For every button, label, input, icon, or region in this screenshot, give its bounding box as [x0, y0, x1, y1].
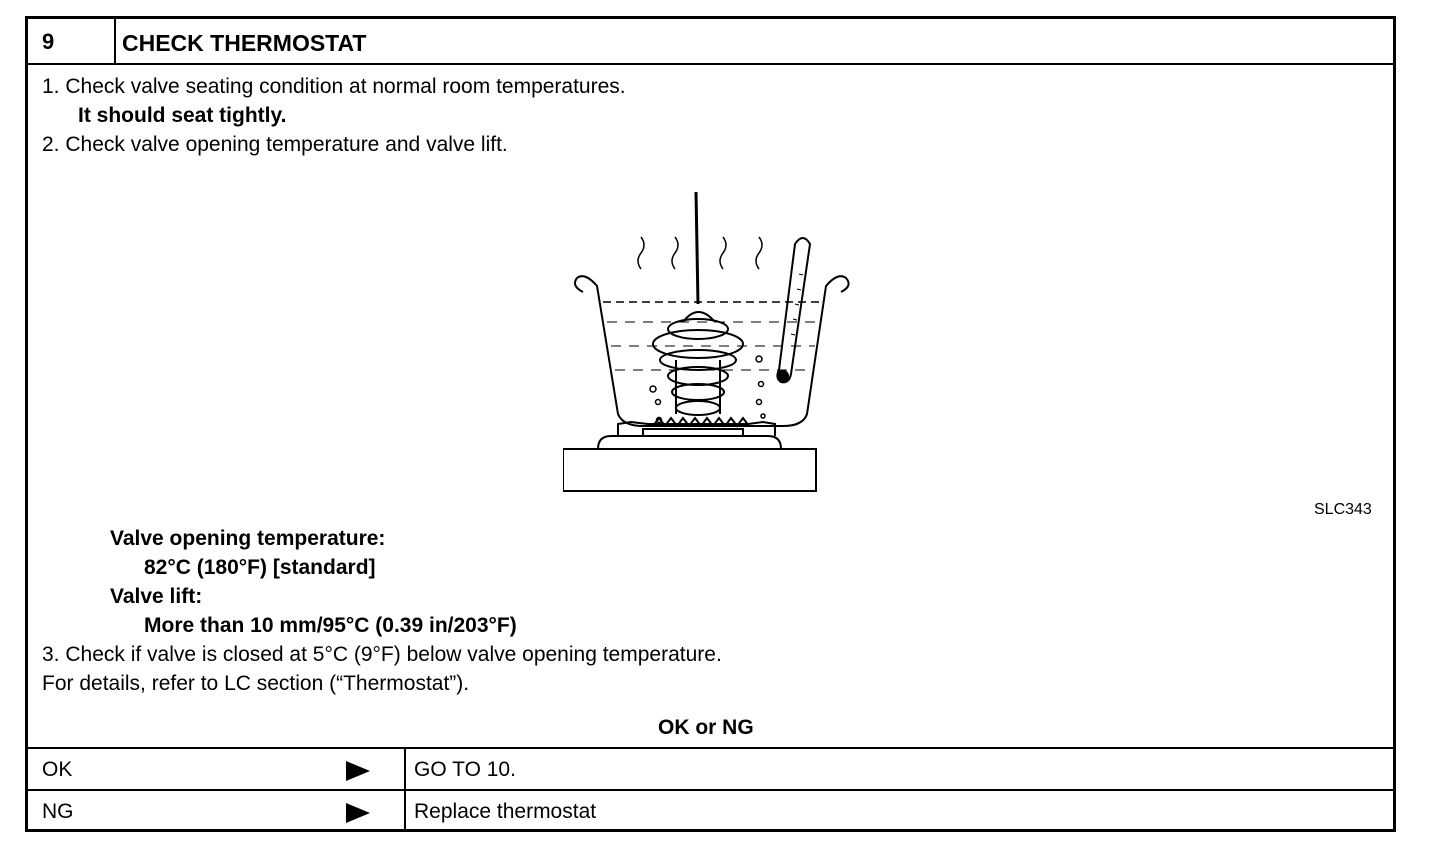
- instruction-step-2: 2. Check valve opening temperature and valve lift.: [42, 133, 508, 156]
- spec-valve-opening-temp-value: 82°C (180°F) [standard]: [144, 556, 376, 579]
- spec-valve-lift-value: More than 10 mm/95°C (0.39 in/203°F): [144, 614, 517, 637]
- burner-icon: [563, 418, 816, 491]
- thermometer-icon: [777, 238, 810, 382]
- figure-code: SLC343: [1314, 501, 1372, 518]
- column-divider: [404, 749, 406, 789]
- thermostat-test-illustration: [563, 174, 873, 514]
- thermostat-icon: [653, 192, 743, 415]
- decision-action-ok: GO TO 10.: [414, 758, 516, 781]
- arrow-right-icon: [346, 761, 370, 781]
- decision-label-ng: NG: [42, 800, 74, 823]
- decision-action-ng: Replace thermostat: [414, 800, 597, 823]
- decision-title: OK or NG: [658, 716, 754, 739]
- spec-valve-lift-label: Valve lift:: [110, 585, 203, 608]
- instruction-step-1-note: It should seat tightly.: [78, 104, 287, 127]
- column-divider: [404, 791, 406, 831]
- decision-row-ng: [28, 789, 1393, 831]
- instruction-step-3: 3. Check if valve is closed at 5°C (9°F) below valve opening temperature.: [42, 643, 722, 666]
- spec-valve-opening-temp-label: Valve opening temperature:: [110, 527, 386, 550]
- step-header: [28, 19, 1393, 65]
- arrow-right-icon: [346, 803, 370, 823]
- decision-label-ok: OK: [42, 758, 73, 781]
- steam-icon: [638, 237, 762, 269]
- step-number: 9: [28, 19, 116, 63]
- decision-row-ok: [28, 747, 1393, 789]
- procedure-box: [25, 16, 1396, 832]
- details-reference: For details, refer to LC section (“Thermostat”).: [42, 672, 470, 695]
- step-title: CHECK THERMOSTAT: [122, 30, 367, 56]
- instruction-step-1: 1. Check valve seating condition at normal room temperatures.: [42, 75, 626, 98]
